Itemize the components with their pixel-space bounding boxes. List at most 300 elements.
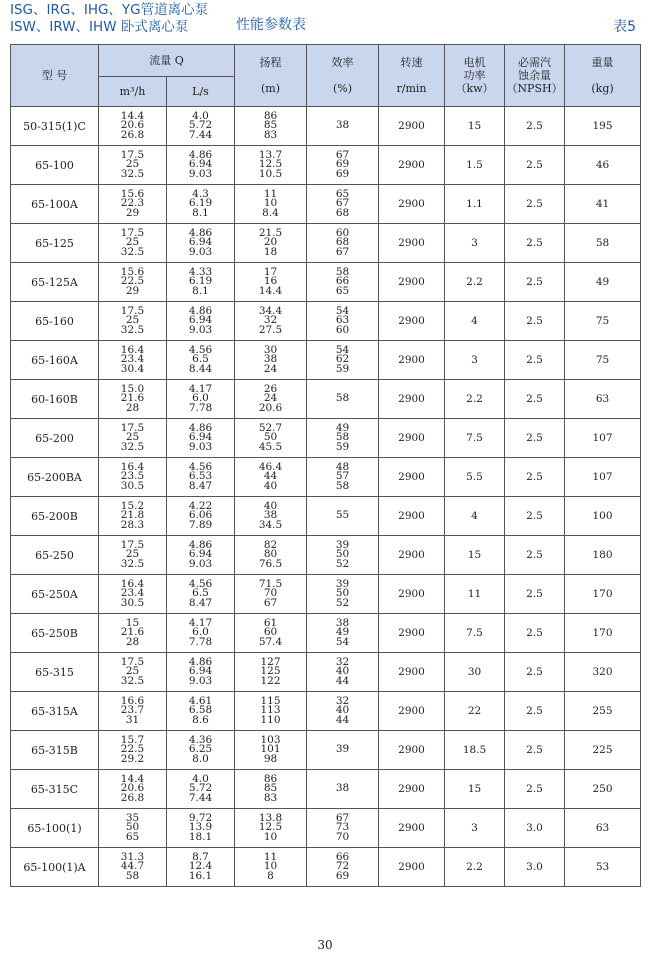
cell-model: 65-250B bbox=[11, 614, 99, 653]
cell-flow-m3h bbox=[99, 458, 167, 497]
cell-efficiency-value: 66 bbox=[335, 850, 350, 863]
cell-head bbox=[235, 575, 307, 614]
cell-head-value: 67 bbox=[263, 596, 278, 609]
page-number: 30 bbox=[317, 938, 333, 952]
cell-head-value: 113 bbox=[260, 704, 281, 717]
cell-power: 4 bbox=[445, 302, 505, 341]
cell-efficiency-value: 32 bbox=[335, 655, 350, 668]
cell-weight: 225 bbox=[565, 731, 641, 770]
table-row bbox=[11, 458, 641, 497]
cell-model: 65-100 bbox=[11, 146, 99, 185]
cell-head bbox=[235, 224, 307, 263]
cell-flow-m3h-value: 17.5 bbox=[120, 655, 145, 668]
cell-efficiency bbox=[307, 458, 379, 497]
cell-head-value: 50 bbox=[263, 431, 278, 444]
title-line-1: ISG、IRG、IHG、YG管道离心泵 bbox=[10, 2, 209, 18]
cell-flow-m3h-value: 28 bbox=[125, 401, 140, 414]
cell-flow-m3h-value: 17.5 bbox=[120, 148, 145, 161]
cell-head-value: 8 bbox=[267, 869, 274, 882]
cell-flow-ls bbox=[167, 809, 235, 848]
cell-speed: 2900 bbox=[379, 302, 445, 341]
cell-flow-m3h-value: 15.7 bbox=[120, 733, 145, 746]
cell-speed: 2900 bbox=[379, 848, 445, 887]
table-row bbox=[11, 341, 641, 380]
cell-weight: 46 bbox=[565, 146, 641, 185]
cell-flow-ls-value: 9.03 bbox=[188, 245, 213, 258]
cell-efficiency-value: 54 bbox=[335, 304, 350, 317]
cell-flow-ls-value: 6.19 bbox=[188, 275, 213, 288]
cell-flow-ls-value: 4.86 bbox=[188, 538, 213, 551]
cell-flow-m3h bbox=[99, 692, 167, 731]
cell-model: 65-100(1)A bbox=[11, 848, 99, 887]
table-row bbox=[11, 497, 641, 536]
table-row bbox=[11, 302, 641, 341]
weight-unit: (kg) bbox=[591, 82, 614, 95]
cell-speed: 2900 bbox=[379, 146, 445, 185]
cell-efficiency bbox=[307, 341, 379, 380]
table-row bbox=[11, 185, 641, 224]
cell-head-value: 24 bbox=[263, 362, 278, 375]
cell-efficiency-value: 72 bbox=[335, 860, 350, 873]
cell-model: 65-100(1) bbox=[11, 809, 99, 848]
cell-flow-ls-value: 6.94 bbox=[188, 158, 213, 171]
cell-head-value: 17 bbox=[263, 265, 278, 278]
cell-head-value: 83 bbox=[263, 791, 278, 804]
cell-flow-m3h-value: 30.5 bbox=[120, 596, 145, 609]
cell-efficiency-value: 39 bbox=[335, 577, 350, 590]
cell-flow-ls-value: 9.03 bbox=[188, 557, 213, 570]
cell-npsh: 2.5 bbox=[505, 380, 565, 419]
cell-power: 4 bbox=[445, 497, 505, 536]
cell-head-value: 13.7 bbox=[258, 148, 283, 161]
cell-flow-ls-value: 6.94 bbox=[188, 314, 213, 327]
cell-flow-m3h bbox=[99, 653, 167, 692]
cell-head bbox=[235, 341, 307, 380]
cell-flow-m3h-value: 35 bbox=[125, 811, 140, 824]
cell-efficiency-value: 39 bbox=[335, 538, 350, 551]
cell-flow-ls-value: 4.0 bbox=[192, 109, 209, 122]
cell-head-value: 32 bbox=[263, 314, 278, 327]
cell-flow-ls-value: 6.94 bbox=[188, 665, 213, 678]
cell-efficiency-value: 48 bbox=[335, 460, 350, 473]
cell-flow-ls bbox=[167, 263, 235, 302]
cell-flow-m3h-value: 28 bbox=[125, 635, 140, 648]
cell-efficiency-value: 55 bbox=[335, 509, 350, 522]
cell-power: 11 bbox=[445, 575, 505, 614]
cell-speed: 2900 bbox=[379, 185, 445, 224]
cell-head bbox=[235, 731, 307, 770]
eff-unit: (%) bbox=[332, 82, 353, 95]
cell-flow-ls bbox=[167, 731, 235, 770]
cell-head bbox=[235, 692, 307, 731]
cell-head-value: 26 bbox=[263, 382, 278, 395]
cell-power: 18.5 bbox=[445, 731, 505, 770]
cell-efficiency-value: 63 bbox=[335, 314, 350, 327]
cell-head-value: 57.4 bbox=[258, 635, 283, 648]
cell-efficiency bbox=[307, 224, 379, 263]
cell-speed: 2900 bbox=[379, 224, 445, 263]
cell-flow-ls bbox=[167, 107, 235, 146]
cell-flow-m3h-value: 32.5 bbox=[120, 674, 145, 687]
cell-weight: 170 bbox=[565, 614, 641, 653]
cell-head-value: 11 bbox=[263, 187, 278, 200]
cell-speed: 2900 bbox=[379, 770, 445, 809]
cell-model: 65-250 bbox=[11, 536, 99, 575]
cell-speed: 2900 bbox=[379, 380, 445, 419]
cell-efficiency-value: 69 bbox=[335, 167, 350, 180]
cell-efficiency bbox=[307, 263, 379, 302]
cell-flow-ls bbox=[167, 653, 235, 692]
cell-efficiency-value: 32 bbox=[335, 694, 350, 707]
cell-flow-ls-value: 8.1 bbox=[192, 206, 209, 219]
cell-flow-ls-value: 8.0 bbox=[192, 752, 209, 765]
cell-head bbox=[235, 380, 307, 419]
cell-head-value: 125 bbox=[260, 665, 281, 678]
cell-flow-ls-value: 4.86 bbox=[188, 148, 213, 161]
cell-flow-ls-value: 8.7 bbox=[192, 850, 209, 863]
cell-npsh: 2.5 bbox=[505, 536, 565, 575]
title-line-2: ISW、IRW、IHW 卧式离心泵 bbox=[10, 19, 189, 35]
cell-head-value: 86 bbox=[263, 772, 278, 785]
cell-flow-m3h-value: 29.2 bbox=[120, 752, 145, 765]
cell-npsh: 2.5 bbox=[505, 185, 565, 224]
cell-weight: 195 bbox=[565, 107, 641, 146]
cell-flow-ls-value: 8.6 bbox=[192, 713, 209, 726]
table-row bbox=[11, 575, 641, 614]
cell-flow-m3h bbox=[99, 809, 167, 848]
cell-flow-m3h bbox=[99, 419, 167, 458]
cell-head bbox=[235, 848, 307, 887]
cell-flow-ls bbox=[167, 146, 235, 185]
cell-flow-m3h-value: 25 bbox=[125, 158, 140, 171]
cell-model: 65-315 bbox=[11, 653, 99, 692]
col-flow-header: 流量 Q bbox=[99, 45, 235, 77]
cell-efficiency-value: 44 bbox=[335, 674, 350, 687]
cell-speed: 2900 bbox=[379, 731, 445, 770]
cell-efficiency-value: 40 bbox=[335, 665, 350, 678]
cell-model: 65-100A bbox=[11, 185, 99, 224]
cell-npsh: 2.5 bbox=[505, 458, 565, 497]
cell-head-value: 115 bbox=[260, 694, 281, 707]
cell-efficiency-value: 70 bbox=[335, 830, 350, 843]
cell-flow-m3h-value: 29 bbox=[125, 206, 140, 219]
cell-head bbox=[235, 107, 307, 146]
cell-head-value: 82 bbox=[263, 538, 278, 551]
cell-efficiency bbox=[307, 419, 379, 458]
cell-flow-m3h-value: 23.7 bbox=[120, 704, 145, 717]
cell-efficiency-value: 54 bbox=[335, 343, 350, 356]
cell-speed: 2900 bbox=[379, 341, 445, 380]
cell-flow-ls-value: 6.5 bbox=[192, 587, 209, 600]
table-row bbox=[11, 848, 641, 887]
cell-flow-m3h-value: 16.4 bbox=[120, 460, 145, 473]
cell-flow-m3h bbox=[99, 731, 167, 770]
cell-flow-ls-value: 4.56 bbox=[188, 577, 213, 590]
table-row bbox=[11, 380, 641, 419]
cell-head bbox=[235, 497, 307, 536]
cell-weight: 49 bbox=[565, 263, 641, 302]
cell-npsh: 2.5 bbox=[505, 107, 565, 146]
cell-flow-ls-value: 8.1 bbox=[192, 284, 209, 297]
cell-flow-ls-value: 4.17 bbox=[188, 382, 213, 395]
cell-npsh: 3.0 bbox=[505, 848, 565, 887]
head-unit: (m) bbox=[261, 82, 281, 95]
cell-npsh: 2.5 bbox=[505, 224, 565, 263]
cell-flow-m3h-value: 32.5 bbox=[120, 323, 145, 336]
cell-efficiency-value: 49 bbox=[335, 626, 350, 639]
cell-weight: 320 bbox=[565, 653, 641, 692]
cell-flow-ls-value: 6.94 bbox=[188, 431, 213, 444]
cell-head-value: 40 bbox=[263, 499, 278, 512]
table-row bbox=[11, 224, 641, 263]
cell-flow-m3h-value: 14.4 bbox=[120, 772, 145, 785]
cell-speed: 2900 bbox=[379, 263, 445, 302]
cell-flow-m3h-value: 58 bbox=[125, 869, 140, 882]
cell-flow-m3h bbox=[99, 224, 167, 263]
cell-flow-m3h-value: 17.5 bbox=[120, 304, 145, 317]
cell-head-value: 40 bbox=[263, 479, 278, 492]
cell-flow-ls-value: 4.56 bbox=[188, 460, 213, 473]
cell-head bbox=[235, 419, 307, 458]
cell-weight: 63 bbox=[565, 380, 641, 419]
cell-flow-m3h bbox=[99, 302, 167, 341]
cell-head bbox=[235, 185, 307, 224]
cell-power: 2.2 bbox=[445, 380, 505, 419]
table-row bbox=[11, 770, 641, 809]
cell-flow-ls-value: 8.47 bbox=[188, 479, 213, 492]
cell-flow-m3h-value: 65 bbox=[125, 830, 140, 843]
header-titles bbox=[10, 2, 208, 36]
cell-flow-ls-value: 7.78 bbox=[188, 401, 213, 414]
cell-weight: 107 bbox=[565, 419, 641, 458]
cell-flow-ls-value: 6.5 bbox=[192, 353, 209, 366]
cell-efficiency bbox=[307, 848, 379, 887]
cell-flow-m3h bbox=[99, 497, 167, 536]
cell-flow-m3h-value: 21.8 bbox=[120, 509, 145, 522]
cell-head-value: 14.4 bbox=[258, 284, 283, 297]
cell-flow-m3h-value: 32.5 bbox=[120, 167, 145, 180]
cell-flow-m3h-value: 23.5 bbox=[120, 470, 145, 483]
cell-head-value: 12.5 bbox=[258, 821, 283, 834]
cell-flow-ls-value: 4.86 bbox=[188, 304, 213, 317]
cell-efficiency-value: 65 bbox=[335, 284, 350, 297]
table-row bbox=[11, 146, 641, 185]
cell-flow-ls bbox=[167, 458, 235, 497]
cell-flow-ls bbox=[167, 224, 235, 263]
cell-flow-m3h-value: 15.0 bbox=[120, 382, 145, 395]
col-model-header: 型 号 bbox=[11, 45, 99, 107]
cell-efficiency-value: 54 bbox=[335, 635, 350, 648]
cell-weight: 41 bbox=[565, 185, 641, 224]
cell-efficiency-value: 67 bbox=[335, 811, 350, 824]
cell-flow-m3h-value: 16.4 bbox=[120, 577, 145, 590]
cell-flow-m3h-value: 20.6 bbox=[120, 119, 145, 132]
cell-power: 7.5 bbox=[445, 614, 505, 653]
cell-flow-ls-value: 4.61 bbox=[188, 694, 213, 707]
cell-efficiency-value: 38 bbox=[335, 616, 350, 629]
cell-model: 65-200 bbox=[11, 419, 99, 458]
cell-flow-ls-value: 18.1 bbox=[188, 830, 213, 843]
cell-flow-ls-value: 6.0 bbox=[192, 626, 209, 639]
cell-head-value: 20.6 bbox=[258, 401, 283, 414]
table-row bbox=[11, 107, 641, 146]
cell-flow-ls-value: 6.06 bbox=[188, 509, 213, 522]
cell-head bbox=[235, 263, 307, 302]
cell-efficiency-value: 57 bbox=[335, 470, 350, 483]
cell-efficiency bbox=[307, 380, 379, 419]
cell-power: 2.2 bbox=[445, 848, 505, 887]
cell-flow-m3h-value: 50 bbox=[125, 821, 140, 834]
cell-head-value: 52.7 bbox=[258, 421, 283, 434]
cell-head-value: 10 bbox=[263, 860, 278, 873]
cell-flow-ls-value: 7.44 bbox=[188, 791, 213, 804]
cell-flow-m3h-value: 22.5 bbox=[120, 743, 145, 756]
cell-npsh: 2.5 bbox=[505, 575, 565, 614]
cell-head-value: 10 bbox=[263, 197, 278, 210]
cell-npsh: 3.0 bbox=[505, 809, 565, 848]
cell-power: 3 bbox=[445, 224, 505, 263]
cell-npsh: 2.5 bbox=[505, 692, 565, 731]
cell-head bbox=[235, 653, 307, 692]
cell-head-value: 70 bbox=[263, 587, 278, 600]
cell-efficiency-value: 69 bbox=[335, 158, 350, 171]
cell-flow-m3h-value: 17.5 bbox=[120, 538, 145, 551]
cell-model: 65-160 bbox=[11, 302, 99, 341]
cell-head bbox=[235, 146, 307, 185]
cell-flow-m3h bbox=[99, 341, 167, 380]
cell-efficiency bbox=[307, 809, 379, 848]
table-row bbox=[11, 614, 641, 653]
cell-weight: 53 bbox=[565, 848, 641, 887]
cell-flow-m3h bbox=[99, 263, 167, 302]
cell-flow-m3h-value: 15.6 bbox=[120, 265, 145, 278]
cell-power: 1.1 bbox=[445, 185, 505, 224]
cell-power: 1.5 bbox=[445, 146, 505, 185]
cell-npsh: 2.5 bbox=[505, 653, 565, 692]
cell-flow-ls-value: 4.22 bbox=[188, 499, 213, 512]
cell-efficiency bbox=[307, 497, 379, 536]
cell-flow-m3h bbox=[99, 770, 167, 809]
cell-efficiency-value: 39 bbox=[335, 743, 350, 756]
cell-flow-m3h-value: 17.5 bbox=[120, 421, 145, 434]
cell-efficiency-value: 40 bbox=[335, 704, 350, 717]
cell-power: 15 bbox=[445, 770, 505, 809]
cell-efficiency-value: 58 bbox=[335, 392, 350, 405]
cell-efficiency bbox=[307, 614, 379, 653]
cell-flow-m3h bbox=[99, 536, 167, 575]
cell-flow-ls-value: 9.03 bbox=[188, 674, 213, 687]
cell-flow-m3h-value: 26.8 bbox=[120, 128, 145, 141]
cell-flow-ls bbox=[167, 302, 235, 341]
cell-weight: 75 bbox=[565, 341, 641, 380]
cell-flow-m3h-value: 16.6 bbox=[120, 694, 145, 707]
cell-head-value: 16 bbox=[263, 275, 278, 288]
cell-flow-ls-value: 4.86 bbox=[188, 421, 213, 434]
cell-flow-ls bbox=[167, 848, 235, 887]
cell-head-value: 80 bbox=[263, 548, 278, 561]
cell-head-value: 83 bbox=[263, 128, 278, 141]
cell-flow-ls-value: 6.53 bbox=[188, 470, 213, 483]
cell-head-value: 13.8 bbox=[258, 811, 283, 824]
cell-model: 65-160A bbox=[11, 341, 99, 380]
cell-flow-ls-value: 13.9 bbox=[188, 821, 213, 834]
cell-flow-ls bbox=[167, 692, 235, 731]
cell-weight: 58 bbox=[565, 224, 641, 263]
cell-speed: 2900 bbox=[379, 614, 445, 653]
cell-flow-m3h bbox=[99, 146, 167, 185]
cell-head-value: 110 bbox=[260, 713, 281, 726]
cell-flow-m3h-value: 17.5 bbox=[120, 226, 145, 239]
table-row bbox=[11, 692, 641, 731]
cell-flow-m3h-value: 32.5 bbox=[120, 440, 145, 453]
eff-label: 效率 bbox=[331, 56, 354, 69]
cell-efficiency bbox=[307, 653, 379, 692]
cell-efficiency-value: 50 bbox=[335, 587, 350, 600]
speed-unit: r/min bbox=[396, 82, 427, 95]
cell-efficiency bbox=[307, 536, 379, 575]
cell-efficiency-value: 38 bbox=[335, 119, 350, 132]
cell-flow-m3h-value: 31 bbox=[125, 713, 140, 726]
cell-speed: 2900 bbox=[379, 809, 445, 848]
cell-head-value: 18 bbox=[263, 245, 278, 258]
cell-npsh: 2.5 bbox=[505, 731, 565, 770]
cell-npsh: 2.5 bbox=[505, 419, 565, 458]
table-number: 表5 bbox=[613, 19, 636, 35]
cell-head-value: 86 bbox=[263, 109, 278, 122]
col-speed-header bbox=[379, 45, 445, 107]
cell-flow-m3h-value: 25 bbox=[125, 665, 140, 678]
cell-flow-m3h-value: 29 bbox=[125, 284, 140, 297]
col-npsh-header bbox=[505, 45, 565, 107]
cell-flow-m3h-value: 25 bbox=[125, 548, 140, 561]
table-row bbox=[11, 809, 641, 848]
cell-speed: 2900 bbox=[379, 497, 445, 536]
cell-efficiency bbox=[307, 107, 379, 146]
cell-efficiency-value: 67 bbox=[335, 197, 350, 210]
cell-efficiency bbox=[307, 731, 379, 770]
cell-flow-ls-value: 5.72 bbox=[188, 119, 213, 132]
cell-head-value: 34.5 bbox=[258, 518, 283, 531]
table-row bbox=[11, 263, 641, 302]
cell-head-value: 61 bbox=[263, 616, 278, 629]
cell-flow-m3h-value: 30.4 bbox=[120, 362, 145, 375]
cell-efficiency bbox=[307, 692, 379, 731]
cell-efficiency-value: 58 bbox=[335, 479, 350, 492]
cell-head bbox=[235, 770, 307, 809]
cell-efficiency-value: 52 bbox=[335, 596, 350, 609]
cell-flow-m3h-value: 23.4 bbox=[120, 353, 145, 366]
cell-head-value: 45.5 bbox=[258, 440, 283, 453]
cell-power: 3 bbox=[445, 809, 505, 848]
cell-flow-ls-value: 6.94 bbox=[188, 548, 213, 561]
cell-flow-m3h-value: 25 bbox=[125, 314, 140, 327]
cell-head-value: 10 bbox=[263, 830, 278, 843]
col-flow-m3h-header: m³/h bbox=[99, 77, 167, 107]
cell-flow-m3h bbox=[99, 614, 167, 653]
cell-flow-ls-value: 7.44 bbox=[188, 128, 213, 141]
cell-head-value: 27.5 bbox=[258, 323, 283, 336]
cell-flow-m3h-value: 15 bbox=[125, 616, 140, 629]
cell-model: 65-200BA bbox=[11, 458, 99, 497]
cell-npsh: 2.5 bbox=[505, 614, 565, 653]
cell-flow-ls-value: 6.94 bbox=[188, 236, 213, 249]
cell-flow-m3h bbox=[99, 185, 167, 224]
table-row bbox=[11, 731, 641, 770]
cell-efficiency-value: 59 bbox=[335, 440, 350, 453]
cell-efficiency-value: 66 bbox=[335, 275, 350, 288]
cell-flow-ls bbox=[167, 770, 235, 809]
table-row bbox=[11, 419, 641, 458]
